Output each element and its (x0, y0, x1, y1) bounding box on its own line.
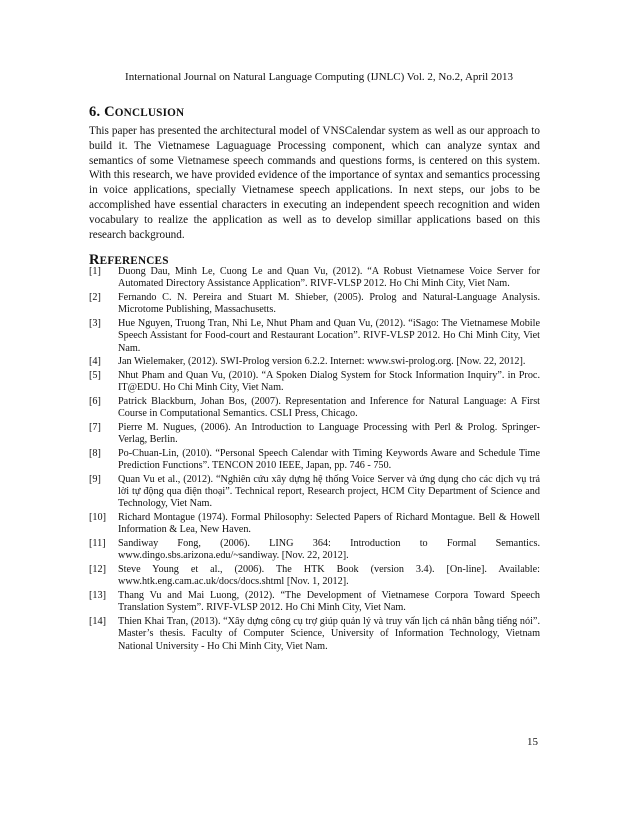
reference-text: Sandiway Fong, (2006). LING 364: Introduction to Formal Semantics. www.dingo.sbs.arizona.edu/~sandiway. [Nov. 22, 2012]. (118, 538, 540, 562)
page-number: 15 (527, 736, 538, 748)
reference-item (89, 396, 540, 421)
reference-item (89, 422, 540, 447)
references-heading-rest: EFERENCES (99, 255, 169, 268)
reference-item (89, 448, 540, 473)
reference-text: Fernando C. N. Pereira and Stuart M. Shieber, (2005). Prolog and Natural-Language Analysis. Microtome Publishing, Massachusetts. (118, 291, 540, 316)
reference-text: Richard Montague (1974). Formal Philosophy: Selected Papers of Richard Montague. Bell & Howell Information & Lea, New Haven. (118, 512, 540, 536)
reference-item (89, 616, 540, 653)
reference-item (89, 590, 540, 615)
conclusion-heading-rest: ONCLUSION (114, 107, 185, 120)
reference-number: [4] (89, 356, 101, 368)
references-heading-first: R (89, 252, 100, 269)
reference-text: Pierre M. Nugues, (2006). An Introduction to Language Processing with Perl & Prolog. Springer-Verlag, Berlin. (118, 421, 540, 446)
conclusion-paragraph: This paper has presented the architectural model of VNSCalendar system as well as our approach to build it. The Vietnamese Laguaguage Processing component, which can analyze syntax and semantics of some Vietnamese speech commands and questions forms, is centered on this system. With this research, we have provided evidence of the importance of syntax and semantics processing in voice applications, specially Vietnamese speech applications. In next steps, our jobs to be accomplished have essential characters in executing an independent speech recognition and widen vocabulary to realize the application as well as to develop simillar applications based on this research background. (89, 125, 540, 241)
reference-number: [7] (89, 421, 101, 433)
reference-text: Thang Vu and Mai Luong, (2012). “The Development of Vietnamese Corpora Toward Speech Translation System”. RIVF-VLSP 2012. Ho Chi Minh City, Viet Nam. (118, 590, 540, 614)
reference-text: Hue Nguyen, Truong Tran, Nhi Le, Nhut Pham and Quan Vu, (2012). “iSago: The Vietnamese Mobile Speech Assistant for Food-court and Restaurant Location”. RIVF-VLSP 2012. Ho Chi Minh City, Viet Nam. (118, 317, 540, 354)
reference-text: Jan Wielemaker, (2012). SWI-Prolog version 6.2.2. Internet: www.swi-prolog.org. [Now. 22, 2012]. (118, 356, 526, 368)
reference-item (89, 538, 540, 563)
reference-number: [12] (89, 564, 106, 576)
reference-text: Po-Chuan-Lin, (2010). “Personal Speech Calendar with Timing Keywords Aware and Schedule Time Prediction Functions”. TENCON 2010 IEEE, Japan, pp. 746 - 750. (118, 447, 540, 472)
reference-item (89, 318, 540, 355)
reference-number: [5] (89, 369, 101, 381)
reference-list (89, 266, 540, 654)
conclusion-heading (89, 104, 184, 121)
reference-text: Thien Khai Tran, (2013). “Xây dựng công cụ trợ giúp quản lý và truy vấn lịch cá nhân bằng tiếng nói”. Master’s thesis. Faculty of Computer Science, University of Information Technology, Vietnam National University - Ho Chi Minh City, Viet Nam. (118, 616, 540, 652)
reference-text: Duong Dau, Minh Le, Cuong Le and Quan Vu, (2012). “A Robust Vietnamese Voice Server for Automated Directory Assistance Application”. RIVF-VLSP 2012. Ho Chi Minh City, Viet Nam. (118, 266, 540, 290)
conclusion-heading-number: 6. C (89, 104, 115, 121)
reference-text: Steve Young et al., (2006). The HTK Book (version 3.4). [On-line]. Available: www.htk.eng.cam.ac.uk/docs/docs.shtml [Nov. 1, 2012]. (118, 564, 540, 588)
reference-number: [8] (89, 447, 101, 459)
reference-number: [10] (89, 512, 106, 524)
reference-number: [14] (89, 616, 106, 628)
reference-text: Nhut Pham and Quan Vu, (2010). “A Spoken Dialog System for Stock Information Inquiry”. in Proc. IT@EDU. Ho Chi Minh City, Viet Nam. (118, 369, 540, 394)
reference-number: [9] (89, 473, 101, 485)
reference-number: [6] (89, 395, 101, 407)
reference-item (89, 564, 540, 589)
reference-number: [2] (89, 291, 101, 303)
running-header: International Journal on Natural Language Computing (IJNLC) Vol. 2, No.2, April 2013 (125, 71, 513, 83)
reference-item (89, 370, 540, 395)
reference-item (89, 266, 540, 291)
reference-item (89, 292, 540, 317)
reference-text: Quan Vu et al., (2012). “Nghiên cứu xây dựng hệ thống Voice Server và ứng dụng cho các dịch vụ trả lời tự động qua điện thoại”. Technical report, Research project, HCM City Department of Science and Technology, Viet Nam. (118, 473, 540, 510)
reference-number: [3] (89, 317, 101, 329)
reference-item (89, 474, 540, 511)
reference-number: [1] (89, 266, 101, 277)
reference-number: [13] (89, 590, 106, 602)
reference-number: [11] (89, 538, 106, 550)
reference-item (89, 356, 540, 368)
reference-item (89, 512, 540, 537)
reference-text: Patrick Blackburn, Johan Bos, (2007). Representation and Inference for Natural Language: A First Course in Computational Semantics. CSLI Press, Chicago. (118, 395, 540, 420)
